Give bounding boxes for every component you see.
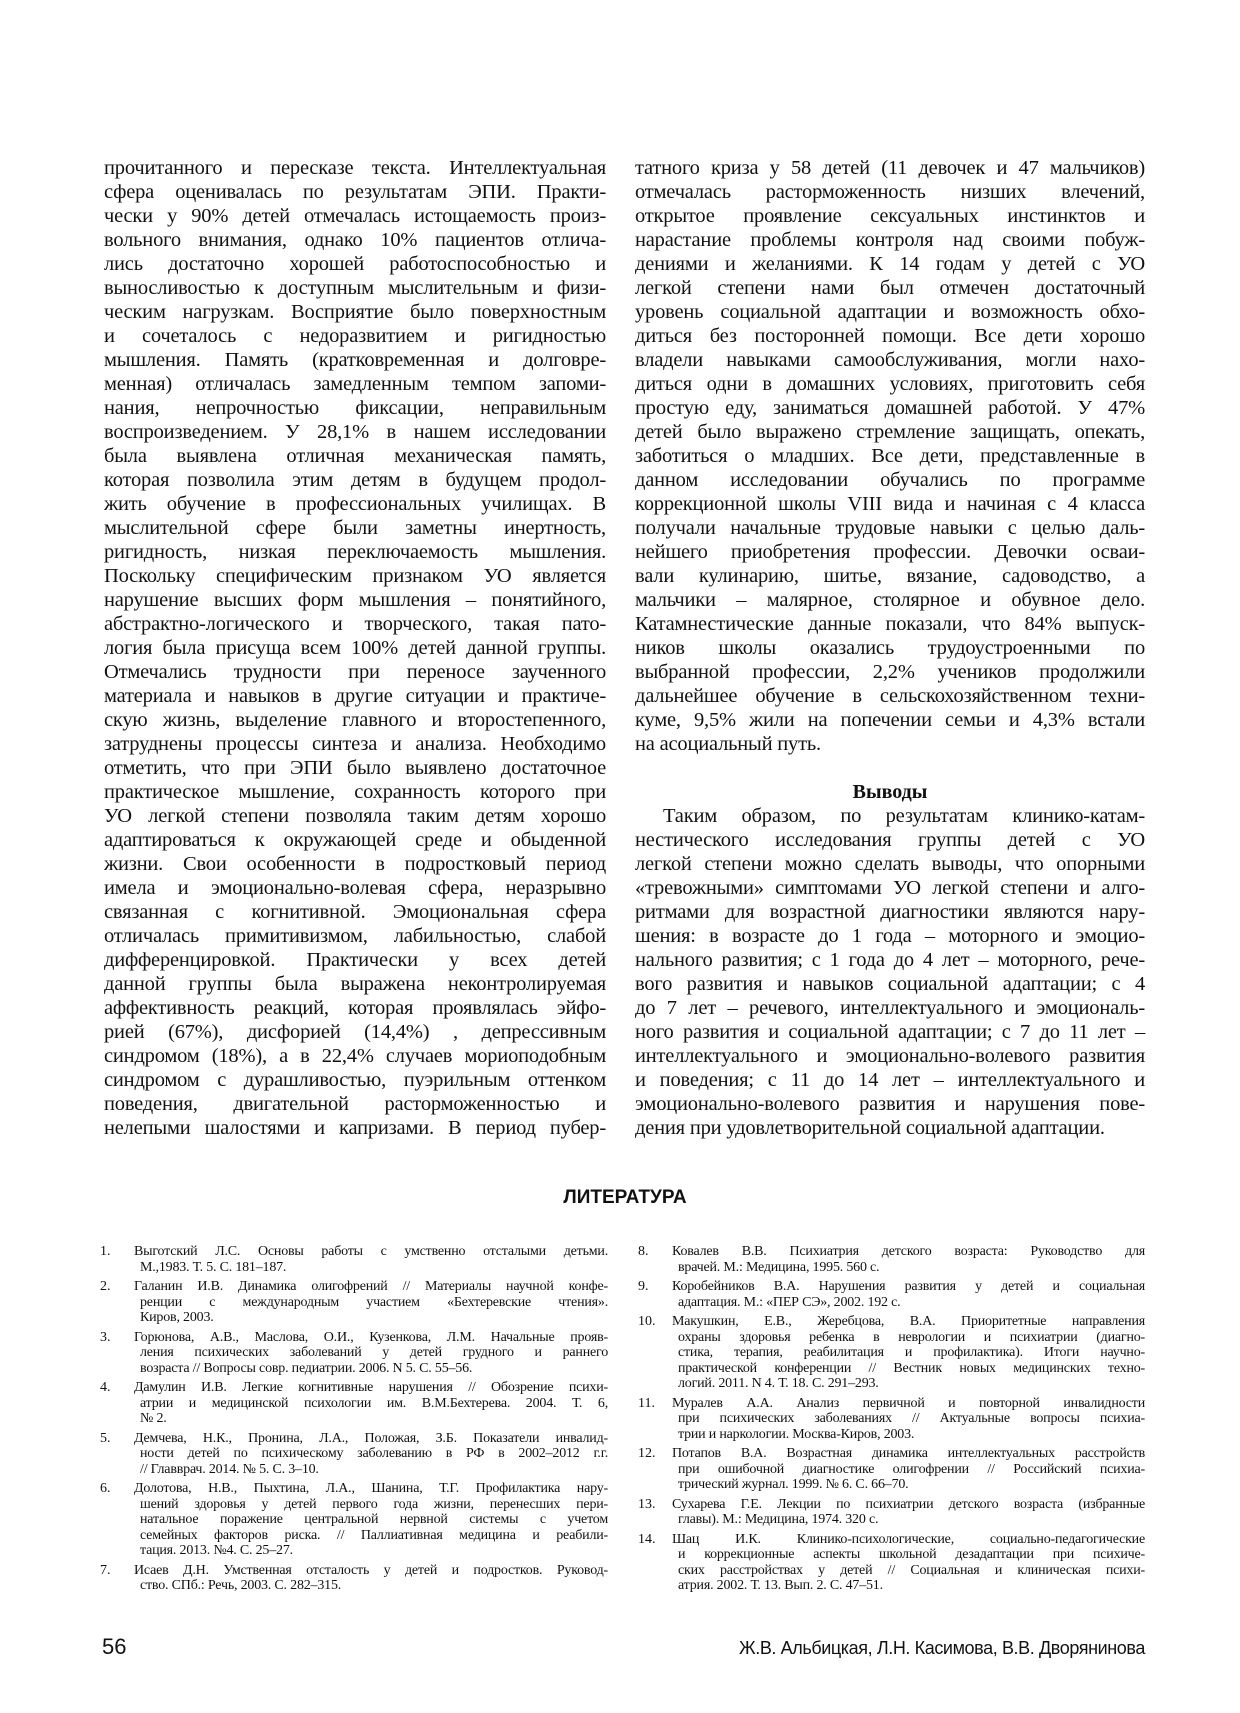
text-line: лись достаточно хорошей работоспособностью и [104,253,606,275]
text-line: до 7 лет – речевого, интеллектуального и эмоциональ- [635,997,1145,1019]
text-line: логия была присуща всем 100% детей данной группы. [104,637,606,659]
reference-line: Шац И.К. Клинико-психологические, социально-педагогические [672,1531,1145,1547]
reference-line: ренции с международным участием «Бехтеревские чтения». [140,1294,608,1310]
text-line: воспроизведением. У 28,1% в нашем исследовании [104,421,606,443]
references-left-column [100,1244,608,1598]
reference-line: семейных факторов риска. // Паллиативная медицина и реабили- [140,1527,608,1543]
reference-item [100,1380,608,1427]
reference-line: Долотова, Н.В., Пыхтина, Л.А., Шанина, Т.Г. Профилактика нару- [134,1481,608,1496]
text-line: данной группы была выражена неконтролируемая [104,973,606,995]
reference-line: Коробейников В.А. Нарушения развития у детей и социальная [672,1279,1145,1294]
text-line: «тревожными» симптомами УО легкой степени и алго- [635,877,1145,899]
text-line: практическое мышление, сохранность которого при [104,781,606,803]
text-line: ригидность, низкая переключаемость мышления. [104,541,606,563]
reference-number: 10. [638,1314,656,1329]
text-line: Отмечались трудности при переносе заученного [104,661,606,683]
reference-number: 9. [638,1279,649,1294]
reference-number: 2. [100,1279,111,1294]
text-line: ритмами для возрастной диагностики являются нару- [635,901,1145,923]
text-line: прочитанного и пересказе текста. Интеллектуальная [104,157,606,179]
reference-item [638,1314,1145,1392]
reference-line: врачей. М.: Медицина, 1995. 560 с. [678,1259,880,1275]
text-line: коррекционной школы VIII вида и начиная с 4 класса [635,493,1145,515]
reference-item [638,1532,1145,1594]
text-line: аффективность реакций, которая проявлялась эйфо- [104,997,606,1019]
reference-number: 4. [100,1380,111,1395]
reference-line: логий. 2011. N 4. Т. 18. С. 291–293. [678,1376,879,1391]
running-footer-authors: Ж.В. Альбицкая, Л.Н. Касимова, В.В. Дворянинова [739,1638,1145,1658]
text-line: имела и эмоционально-волевая сфера, неразрывно [104,877,606,899]
reference-line: № 2. [140,1411,167,1426]
text-line: нестического исследования группы детей с УО [635,829,1145,851]
reference-number: 13. [638,1496,656,1512]
reference-line: трии и наркологии. Москва-Киров, 2003. [678,1426,915,1442]
text-line: дениями и желаниями. К 14 годам у детей с УО [635,253,1145,275]
text-line: синдромом с дурашливостью, пуэрильным оттенком [104,1069,606,1091]
reference-line: тация. 2013. №4. С. 25–27. [140,1543,293,1558]
text-line: сфера оценивалась по результатам ЭПИ. Практи- [104,181,606,203]
reference-line: Макушкин, Е.В., Жеребцова, В.А. Приоритетные направления [672,1314,1145,1329]
reference-item [638,1279,1145,1310]
reference-number: 7. [100,1562,111,1578]
references-right-column [638,1244,1145,1598]
reference-line: практической конференции // Вестник новых медицинских техно- [678,1360,1145,1376]
reference-item [100,1563,608,1594]
text-line: татного криза у 58 детей (11 девочек и 47 мальчиков) [635,157,1145,179]
text-line: была выявлена отличная механическая память, [104,445,606,467]
reference-item [638,1244,1145,1275]
reference-number: 8. [638,1244,649,1259]
text-line: вольного внимания, однако 10% пациентов отлича- [104,229,606,251]
text-line: выбранной профессии, 2,2% учеников продолжили [635,661,1145,683]
text-line: детей было выражено стремление защищать, опекать, [635,421,1145,443]
reference-item [100,1244,608,1275]
text-line: данном исследовании обучались по программе [635,469,1145,491]
reference-line: атрия. 2002. Т. 13. Вып. 2. С. 47–51. [678,1578,883,1593]
text-line: скую жизнь, выделение главного и второстепенного, [104,709,606,731]
reference-item [100,1330,608,1377]
reference-number: 1. [100,1244,111,1259]
text-line: синдромом (18%), а в 22,4% случаев мориоподобным [104,1045,606,1067]
text-line: шения: в возрасте до 1 года – моторного и эмоцио- [635,925,1145,947]
reference-item [100,1279,608,1326]
reference-item [638,1446,1145,1493]
text-line: диться одни в домашних условиях, приготовить себя [635,373,1145,395]
reference-line: при ошибочной диагностике олигофрении // Российский психиа- [678,1461,1145,1477]
text-line: адаптироваться к окружающей среде и обыденной [104,829,606,851]
reference-line: Ковалев В.В. Психиатрия детского возраста: Руководство для [672,1244,1145,1259]
text-line: владели навыками самообслуживания, могли нахо- [635,349,1145,371]
text-line: отметить, что при ЭПИ было выявлено достаточное [104,757,606,779]
reference-line: атрии и медицинской психологии им. В.М.Бехтерева. 2004. Т. 6, [140,1395,608,1411]
text-line: заботиться о младших. Все дети, представленные в [635,445,1145,467]
text-line: эмоционально-волевого развития и нарушения пове- [635,1093,1145,1115]
reference-line: натальное поражение центральной нервной системы с учетом [140,1512,608,1527]
reference-line: Киров, 2003. [140,1310,214,1325]
reference-line: шений здоровья у детей первого года жизни, перенесших пери- [140,1496,608,1512]
reference-line: главы). М.: Медицина, 1974. 320 с. [678,1512,879,1527]
text-line: отмечалась расторможенность низших влечений, [635,181,1145,203]
text-line: мальчики – малярное, столярное и обувное дело. [635,589,1145,611]
text-line: диться без посторонней помощи. Все дети хорошо [635,325,1145,347]
text-line: открытое проявление сексуальных инстинктов и [635,205,1145,227]
text-line: куме, 9,5% жили на попечении семьи и 4,3% встали [635,709,1145,731]
reference-number: 11. [638,1395,655,1411]
reference-line: Горюнова, А.В., Маслова, О.И., Кузенкова, Л.М. Начальные прояв- [134,1329,608,1345]
reference-line: стика, терапия, реабилитация и профилактика). Итоги научно- [678,1345,1145,1360]
references-heading: ЛИТЕРАТУРА [563,1187,687,1208]
reference-line: Дамулин И.В. Легкие когнитивные нарушения // Обозрение психи- [134,1380,608,1395]
reference-line: и коррекционные аспекты школьной дезадаптации при психиче- [678,1547,1145,1562]
text-line: простую еду, заниматься домашней работой. У 47% [635,397,1145,419]
text-line: поведения, двигательной расторможенностью и [104,1093,606,1115]
reference-line: М.,1983. Т. 5. С. 181–187. [140,1259,287,1275]
text-line: уровень социальной адаптации и возможность обхо- [635,301,1145,323]
reference-line: // Главврач. 2014. № 5. С. 3–10. [140,1461,319,1477]
reference-line: ности детей по психическому заболеванию в РФ в 2002–2012 г.г. [140,1446,608,1461]
text-line: ников школы оказались трудоустроенными по [635,637,1145,659]
text-line: чески у 90% детей отмечалась истощаемость произ- [104,205,606,227]
text-line: которая позволила этим детям в будущем продол- [104,469,606,491]
reference-line: Сухарева Г.Е. Лекции по психиатрии детского возраста (избранные [672,1496,1145,1512]
text-line: мышления. Память (кратковременная и долговре- [104,349,606,371]
reference-line: возраста // Вопросы совр. педиатрии. 2006. N 5. С. 55–56. [140,1360,473,1376]
conclusions-heading: Выводы [852,781,928,803]
text-line: нейшего приобретения профессии. Девочки осваи- [635,541,1145,563]
text-line: Катамнестические данные показали, что 84% выпуск- [635,613,1145,635]
conclusions-paragraph [635,804,1145,1140]
reference-number: 6. [100,1481,111,1496]
text-line: нального развития; с 1 года до 4 лет – моторного, рече- [635,949,1145,971]
reference-line: трический журнал. 1999. № 6. С. 66–70. [678,1477,909,1492]
text-line: и сочеталось с недоразвитием и ригидностью [104,325,606,347]
text-line: связанная с когнитивной. Эмоциональная сфера [104,901,606,923]
text-line: дифференцировкой. Практически у всех детей [104,949,606,971]
text-line: Поскольку специфическим признаком УО является [104,565,606,587]
text-line: на асоциальный путь. [635,733,821,755]
reference-line: Выготский Л.С. Основы работы с умственно отсталыми детьми. [134,1244,608,1259]
body-right-column [635,156,1145,756]
text-line: менная) отличалась замедленным темпом запоми- [104,373,606,395]
reference-number: 14. [638,1531,656,1547]
reference-item [638,1396,1145,1443]
text-line: материала и навыков в другие ситуации и практиче- [104,685,606,707]
text-line: отличалась примитивизмом, лабильностью, слабой [104,925,606,947]
reference-line: при психических заболеваниях // Актуальные вопросы психиа- [678,1411,1145,1426]
reference-line: адаптация. М.: «ПЕР СЭ», 2002. 192 с. [678,1294,901,1310]
text-line: УО легкой степени позволяла таким детям хорошо [104,805,606,827]
reference-item [100,1431,608,1478]
text-line: легкой степени можно сделать выводы, что опорными [635,853,1145,875]
text-line: и поведения; с 11 до 14 лет – интеллектуального и [635,1069,1145,1091]
reference-item [100,1481,608,1559]
text-line: вого развития и навыков социальной адаптации; с 4 [635,973,1145,995]
text-line: жизни. Свои особенности в подростковый период [104,853,606,875]
reference-line: Муралев А.А. Анализ первичной и повторной инвалидности [672,1395,1145,1411]
text-line: интеллектуального и эмоционально-волевого развития [635,1045,1145,1067]
text-line: нания, непрочностью фиксации, неправильным [104,397,606,419]
text-line: абстрактно-логического и творческого, такая пато- [104,613,606,635]
text-line: мыслительной сфере были заметны инертность, [104,517,606,539]
text-line: ного развития и социальной адаптации; с 7 до 11 лет – [635,1021,1145,1043]
text-line: ческим нагрузкам. Восприятие было поверхностным [104,301,606,323]
text-line: затруднены процессы синтеза и анализа. Необходимо [104,733,606,755]
text-line: нарастание проблемы контроля над своими побуж- [635,229,1145,251]
text-line: рией (67%), дисфорией (14,4%) , депрессивным [104,1021,606,1043]
reference-line: Демчева, Н.К., Пронина, Л.А., Положая, З.Б. Показатели инвалид- [134,1430,608,1446]
reference-line: ство. СПб.: Речь, 2003. С. 282–315. [140,1578,342,1593]
text-line: дальнейшее обучение в сельскохозяйственном техни- [635,685,1145,707]
body-left-column [104,156,606,1140]
text-line: дения при удовлетворительной социальной адаптации. [635,1117,1105,1139]
reference-number: 5. [100,1430,111,1446]
reference-line: охраны здоровья ребенка в неврологии и психиатрии (диагно- [678,1329,1145,1345]
reference-item [638,1497,1145,1528]
text-line: нелепыми шалостями и капризами. В период пубер- [104,1117,606,1139]
reference-number: 12. [638,1446,656,1461]
reference-number: 3. [100,1329,111,1345]
page-number: 56 [102,1634,127,1659]
text-line: нарушение высших форм мышления – понятийного, [104,589,606,611]
text-line: Таким образом, по результатам клинико-катам- [663,805,1145,827]
reference-line: Галанин И.В. Динамика олигофрений // Материалы научной конфе- [134,1279,608,1294]
reference-line: ления психических заболеваний у детей грудного и раннего [140,1345,608,1360]
text-line: вали кулинарию, шитье, вязание, садоводство, а [635,565,1145,587]
text-line: жить обучение в профессиональных училищах. В [104,493,606,515]
text-line: получали начальные трудовые навыки с целью даль- [635,517,1145,539]
text-line: выносливостью к доступным мыслительным и физи- [104,277,606,299]
reference-line: Потапов В.А. Возрастная динамика интеллектуальных расстройств [672,1446,1145,1461]
reference-line: Исаев Д.Н. Умственная отсталость у детей и подростков. Руковод- [134,1562,608,1578]
text-line: легкой степени нами был отмечен достаточный [635,277,1145,299]
reference-line: ских расстройствах у детей // Социальная и клиническая психи- [678,1562,1145,1578]
